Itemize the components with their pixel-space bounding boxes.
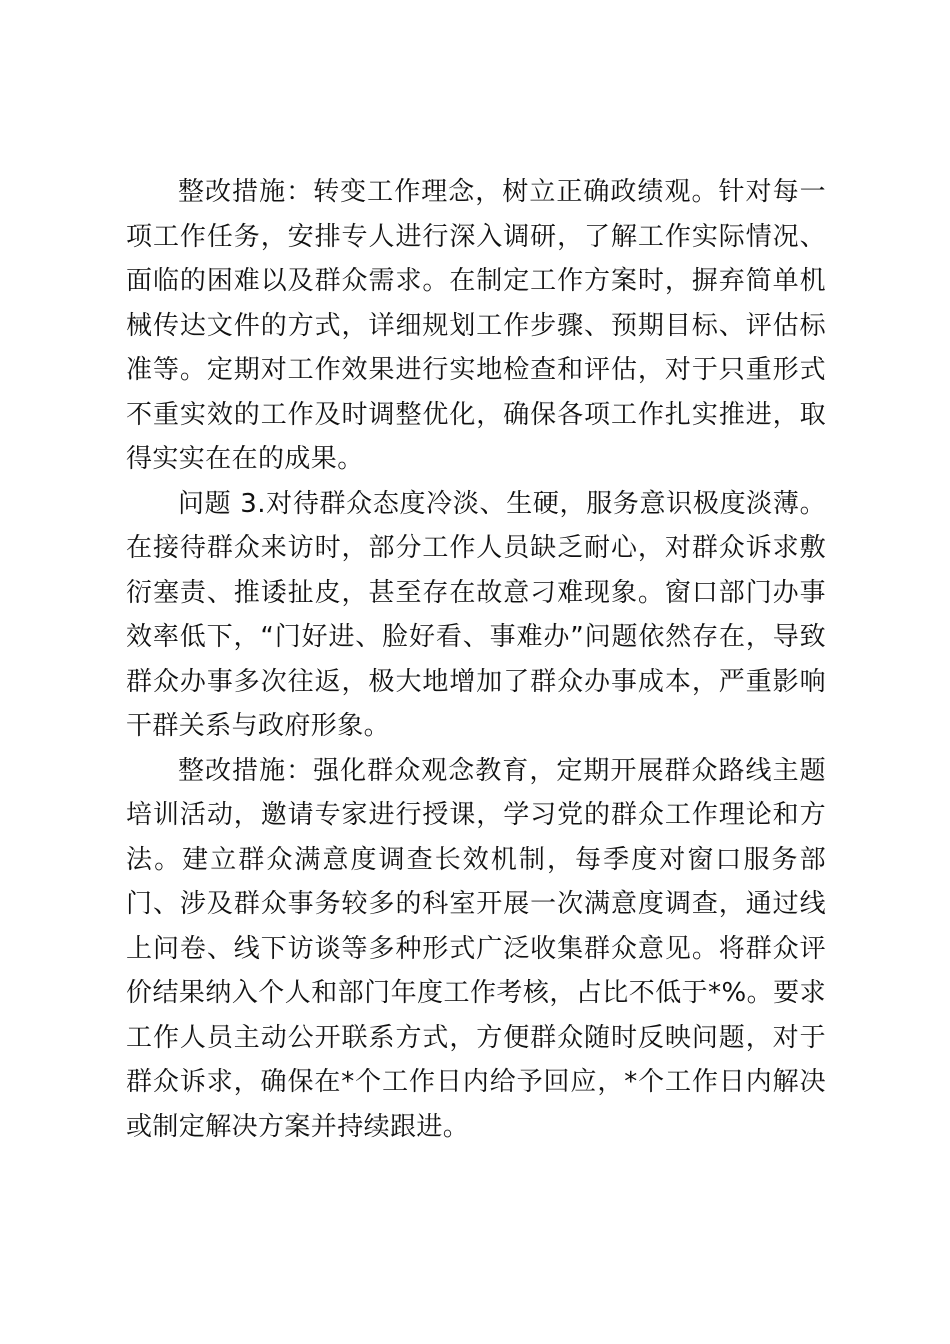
paragraph-rectification-measures-2: 整改措施：强化群众观念教育，定期开展群众路线主题培训活动，邀请专家进行授课，学习党的群众工作理论和方法。建立群众满意度调查长效机制，每季度对窗口服务部门、涉及群众事务较多的科室开展一次满意度调查，通过线上问卷、线下访谈等多种形式广泛收集群众意见。将群众评价结果纳入个人和部门年度工作考核，占比不低于*%。要求工作人员主动公开联系方式，方便群众随时反映问题，对于群众诉求，确保在*个工作日内给予回应，*个工作日内解决或制定解决方案并持续跟进。 <box>126 755 826 1142</box>
document-body <box>126 170 826 1149</box>
paragraph-problem-3: 问题 3.对待群众态度冷淡、生硬，服务意识极度淡薄。在接待群众来访时，部分工作人员缺乏耐心，对群众诉求敷衍塞责、推诿扯皮，甚至存在故意刁难现象。窗口部门办事效率低下，“门好进、脸好看、事难办”问题依然存在，导致群众办事多次往返，极大地增加了群众办事成本，严重影响干群关系与政府形象。 <box>126 488 826 741</box>
paragraph-rectification-measures-1: 整改措施：转变工作理念，树立正确政绩观。针对每一项工作任务，安排专人进行深入调研，了解工作实际情况、面临的困难以及群众需求。在制定工作方案时，摒弃简单机械传达文件的方式，详细规划工作步骤、预期目标、评估标准等。定期对工作效果进行实地检查和评估，对于只重形式不重实效的工作及时调整优化，确保各项工作扎实推进，取得实实在在的成果。 <box>126 177 826 474</box>
